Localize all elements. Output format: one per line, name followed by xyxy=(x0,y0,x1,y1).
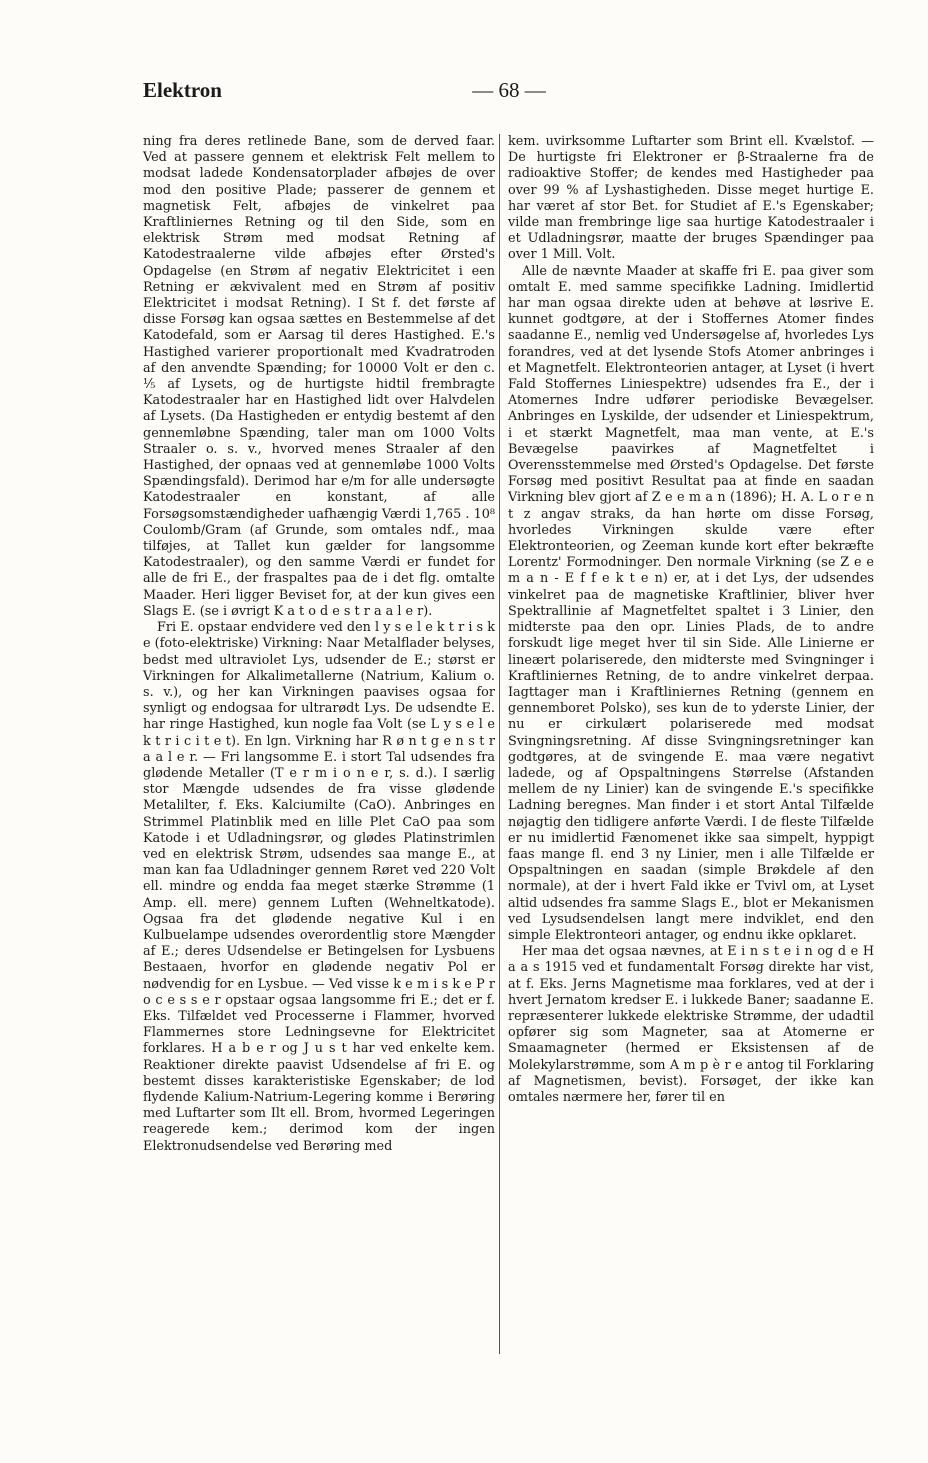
page-number: — 68 — xyxy=(472,78,546,102)
right-paragraph-3: Her maa det ogsaa nævnes, at E i n s t e i n og d e H a a s 1915 ved et fundamentalt Forsøg direkte har vist, at f. Eks. Jerns Magnetisme maa forklares, ved at der i hvert Jernatom kredser E. i lukkede Baner; saadanne E. repræsenterer lukkede elektriske Strømme, der udadtil opfører sig som Magneter, saa at Atomerne er Smaamagneter (hermed er Eksistensen af de Molekylarstrømme, som A m p è r e antog til Forklaring af Magnetismen, bevist). Forsøget, der ikke kan omtales nærmere her, fører til en xyxy=(508,944,874,1105)
left-paragraph-2: Fri E. opstaar endvidere ved den l y s e l e k t r i s k e (foto-elektriske) Virkning: Naar Metalflader belyses, bedst med ultraviolet Lys, udsender de E.; størst er Virkningen for Alkalimetallerne (Natrium, Kalium o. s. v.), og her kan Virkningen paavises ogsaa for synligt og endogsaa for ultrarødt Lys. De udsendte E. har ringe Hastighed, kun nogle faa Volt (se L y s e l e k t r i c i t e t). En lgn. Virkning har R ø n t g e n s t r a a l e r. — Fri langsomme E. i stort Tal udsendes fra glødende Metaller (T e r m i o n e r, s. d.). I særlig stor Mængde udsendes de fra visse glødende Metalilter, f. Eks. Kalciumilte (CaO). Anbringes en Strimmel Platinblik med en lille Plet CaO paa som Katode i et Udladningsrør, og glødes Platinstrimlen ved en elektrisk Strøm, udsendes saa mange E., at man kan faa Udladninger gennem Røret ved 220 Volt ell. mindre og endda faa meget stærke Strømme (1 Amp. ell. mere) gennem Luften (Wehneltkatode). Ogsaa fra det glødende negative Kul i en Kulbuelampe udsendes overordentlig store Mængder af E.; deres Udsendelse er Betingelsen for Lysbuens Bestaaen, hvorfor en glødende negativ Pol er nødvendig for en Lysbue. — Ved visse k e m i s k e P r o c e s s e r opstaar ogsaa langsomme fri E.; det er f. Eks. Tilfældet ved Processerne i Flammer, hvorved Flammernes store Ledningsevne for Elektricitet forklares. H a b e r og J u s t har ved enkelte kem. Reaktioner direkte paavist Udsendelse af fri E. og bestemt disses karakteristiske Egenskaber; de lod flydende Kalium-Natrium-Legering komme i Berøring med Luftarter som Ilt ell. Brom, hvormed Legeringen reagerede kem.; derimod kom der ingen Elektronudsendelse ved Berøring med xyxy=(143,620,495,1154)
right-paragraph-2: Alle de nævnte Maader at skaffe fri E. paa giver som omtalt E. med samme specifikke Ladning. Imidlertid har man ogsaa direkte uden at behøve at løsrive E. kunnet godtgøre, at der i Stoffernes Atomer findes saadanne E., nemlig ved Undersøgelse af, hvorledes Lys forandres, ved at det lysende Stofs Atomer anbringes i et Magnetfelt. Elektronteorien antager, at Lyset (i hvert Fald Stoffernes Liniespektre) udsendes fra E., der i Atomernes Indre udfører periodiske Bevægelser. Anbringes en Lyskilde, der udsender et Liniespektrum, i et stærkt Magnetfelt, maa man vente, at E.'s Bevægelse paavirkes af Magnetfeltet i Overensstemmelse med Ørsted's Opdagelse. Det første Forsøg med positivt Resultat paa at finde en saadan Virkning blev gjort af Z e e m a n (1896); H. A. L o r e n t z angav straks, da han hørte om disse Forsøg, hvorledes Virkningen skulde være efter Elektronteorien, og Zeeman kunde kort efter bekræfte Lorentz' Formodninger. Den normale Virkning (se Z e e m a n - E f f e k t e n) er, at i det Lys, der udsendes vinkelret paa de magnetiske Kraftlinier, bliver hver Spektrallinie af Magnetfeltet spaltet i 3 Linier, den midterste paa den opr. Linies Plads, de to andre forskudt lige meget hver til sin Side. Alle Linierne er lineært polariserede, den midterste med Svingninger i Kraftliniernes Retning, de to andre vinkelret derpaa. Iagttager man i Kraftliniernes Retning (gennem en gennemboret Polsko), ses kun de to yderste Linier, der nu er cirkulært polariserede med modsat Svingningsretning. Af disse Svingningsretninger kan godtgøres, at de svingende E. maa være negativt ladede, og af Opspaltningens Størrelse (Afstanden mellem de ny Linier) kan de svingende E.'s specifikke Ladning beregnes. Man finder i et stort Antal Tilfælde nøjagtig den tidligere anførte Værdi. I de fleste Tilfælde er nu imidlertid Fænomenet ikke saa simpelt, hyppigt faas mange fl. end 3 ny Linier, men i alle Tilfælde er Opspaltningen en saadan (simple Brøkdele af den normale), at der i hvert Fald ikke er Tvivl om, at Lyset altid udsendes fra samme Slags E., blot er Mekanismen ved Lysudsendelsen langt mere indviklet, end den simple Elektronteori antager, og endnu ikke opklaret. xyxy=(508,263,874,943)
running-title: Elektron xyxy=(143,78,222,102)
left-paragraph-1: ning fra deres retlinede Bane, som de derved faar. Ved at passere gennem et elektrisk Felt mellem to modsat ladede Kondensatorplader afbøjes de over mod den positive Plade; passerer de gennem et magnetisk Felt, afbøjes de vinkelret paa Kraftliniernes Retning og til den Side, som en elektrisk Strøm med modsat Retning af Katodestraalerne vilde afbøjes efter Ørsted's Opdagelse (en Strøm af negativ Elektricitet i een Retning er ækvivalent med en Strøm af positiv Elektricitet i modsat Retning). I St f. det første af disse Forsøg kan ogsaa sættes en Bestemmelse af det Katodefald, som er Aarsag til deres Hastighed. E.'s Hastighed varierer proportionalt med Kvadratroden af den anvendte Spænding; for 10000 Volt er den c. ⅕ af Lysets, og de hurtigste hidtil frembragte Katodestraaler har en Hastighed lidt over Halvdelen af Lysets. (Da Hastigheden er entydig bestemt af den gennemløbne Spænding, taler man om 1000 Volts Straaler o. s. v., hvorved menes Straaler af den Hastighed, der opnaas ved at gennemløbe 1000 Volts Spændingsfald). Derimod har e/m for alle undersøgte Katodestraaler en konstant, af alle Forsøgsomstændigheder uafhængig Værdi 1,765 . 10⁸ Coulomb/Gram (af Grunde, som omtales ndf., maa tilføjes, at Tallet kun gælder for langsomme Katodestraaler), og den samme Værdi er fundet for alle de fri E., der fraspaltes paa de i det flg. omtalte Maader. Heri ligger Beviset for, at der kun gives een Slags E. (se i øvrigt K a t o d e s t r a a l e r). xyxy=(143,134,495,619)
page-header xyxy=(143,78,875,110)
right-column xyxy=(508,134,874,1106)
column-divider xyxy=(499,134,500,1354)
left-column xyxy=(143,134,495,1155)
right-paragraph-1: kem. uvirksomme Luftarter som Brint ell. Kvælstof. — De hurtigste fri Elektroner er β-Straalerne fra de radioaktive Stoffer; de kendes med Hastigheder paa over 99 % af Lyshastigheden. Disse meget hurtige E. har været af stor Bet. for Studiet af E.'s Egenskaber; vilde man frembringe lige saa hurtige Katodestraaler i et Udladningsrør, maatte der bruges Spændinger paa over 1 Mill. Volt. xyxy=(508,134,874,263)
